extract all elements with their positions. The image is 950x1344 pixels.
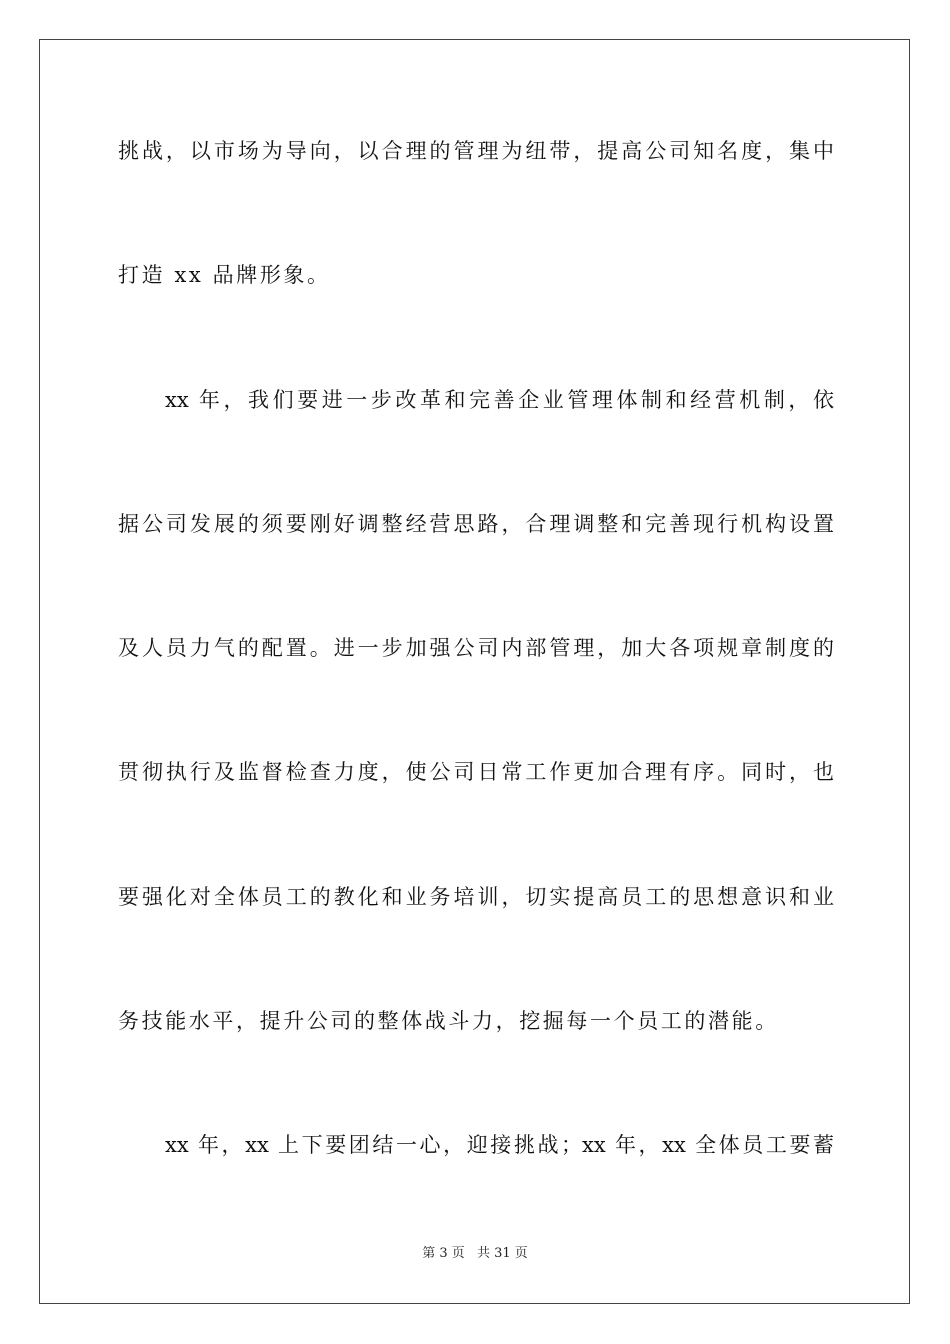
page-number: 第 3 页 xyxy=(422,1246,465,1261)
paragraph-line-2: 打造 xx 品牌形象。 xyxy=(118,263,331,287)
paragraph-line-9: xx 年，xx 上下要团结一心，迎接挑战；xx 年，xx 全体员工要蓄 xyxy=(165,1133,834,1157)
paragraph-line-5: 及人员力气的配置。进一步加强公司内部管理，加大各项规章制度的 xyxy=(118,636,834,660)
paragraph-line-6: 贯彻执行及监督检查力度，使公司日常工作更加合理有序。同时，也 xyxy=(118,760,834,784)
paragraph-line-4: 据公司发展的须要刚好调整经营思路，合理调整和完善现行机构设置 xyxy=(118,512,834,536)
paragraph-line-3: xx 年，我们要进一步改革和完善企业管理体制和经营机制，依 xyxy=(165,388,834,412)
paragraph-line-1: 挑战，以市场为导向，以合理的管理为纽带，提高公司知名度，集中 xyxy=(118,139,834,163)
page-footer xyxy=(0,1245,950,1263)
paragraph-line-8: 务技能水平，提升公司的整体战斗力，挖掘每一个员工的潜能。 xyxy=(118,1009,779,1033)
page-border xyxy=(39,39,910,1304)
paragraph-line-7: 要强化对全体员工的教化和业务培训，切实提高员工的思想意识和业 xyxy=(118,885,834,909)
page-total: 共 31 页 xyxy=(476,1246,528,1261)
